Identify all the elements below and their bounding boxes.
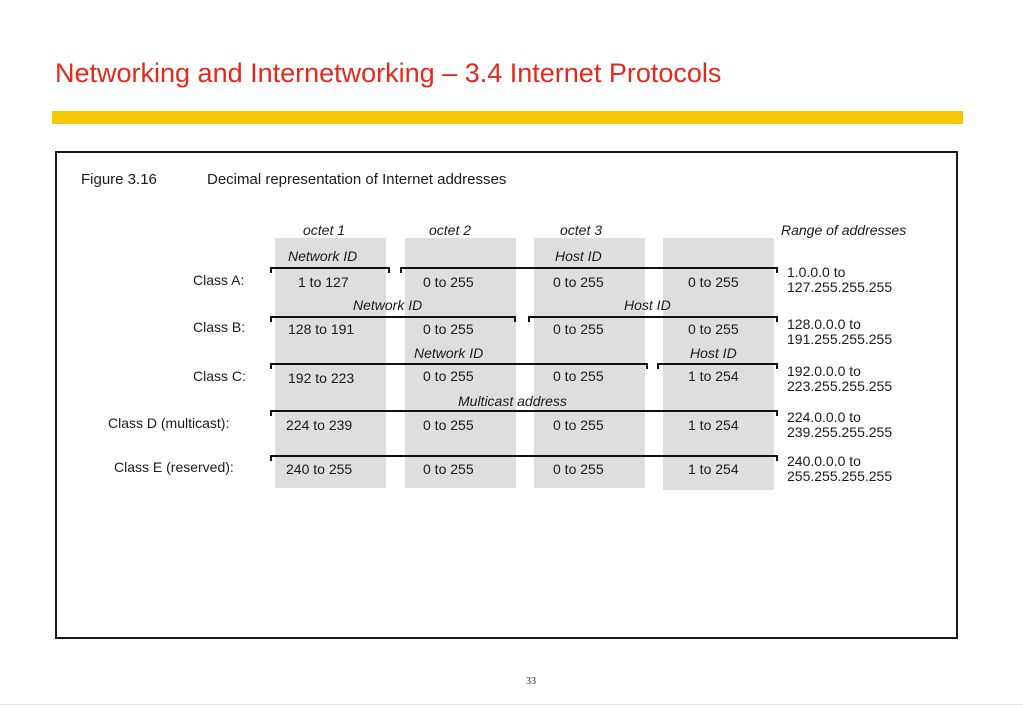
slide-title: Networking and Internetworking – 3.4 Internet Protocols (55, 58, 722, 88)
class-d-multicast-bracket (270, 410, 778, 416)
column-header-octet-3: octet 3 (560, 222, 603, 238)
class-a-range-start: 1.0.0.0 to (787, 264, 846, 280)
class-e-octet-1: 240 to 255 (286, 461, 353, 477)
class-b-octet-1: 128 to 191 (288, 321, 355, 337)
class-b-host-id-label: Host ID (624, 297, 671, 313)
class-d-octet-4: 1 to 254 (688, 417, 739, 433)
class-b-octet-4: 0 to 255 (688, 321, 739, 337)
class-d-octet-2: 0 to 255 (423, 417, 474, 433)
class-b-octet-3: 0 to 255 (553, 321, 604, 337)
figure-caption: Decimal representation of Internet addresses (207, 171, 507, 188)
class-d-range-start: 224.0.0.0 to (787, 409, 861, 425)
class-c-network-id-label: Network ID (414, 345, 484, 361)
class-b-network-id-label: Network ID (353, 297, 423, 313)
class-c-octet-4: 1 to 254 (688, 368, 739, 384)
class-c-octet-1: 192 to 223 (288, 370, 355, 386)
class-d-label: Class D (multicast): (108, 415, 230, 431)
footer-divider (0, 704, 1023, 705)
column-header-range: Range of addresses (781, 222, 907, 238)
class-a-octet-4: 0 to 255 (688, 274, 739, 290)
class-d-octet-3: 0 to 255 (553, 417, 604, 433)
class-e-range-end: 255.255.255.255 (787, 468, 893, 484)
class-e-octet-4: 1 to 254 (688, 461, 739, 477)
page-number: 33 (526, 676, 536, 687)
class-b-range-end: 191.255.255.255 (787, 331, 893, 347)
column-header-octet-2: octet 2 (429, 222, 472, 238)
class-a-host-bracket (400, 267, 778, 273)
class-a-octet-1: 1 to 127 (298, 274, 349, 290)
class-d-octet-1: 224 to 239 (286, 417, 353, 433)
class-a-range-end: 127.255.255.255 (787, 279, 893, 295)
class-c-range-end: 223.255.255.255 (787, 378, 893, 394)
class-b-octet-2: 0 to 255 (423, 321, 474, 337)
class-a-label: Class A: (193, 272, 245, 288)
class-a-octet-2: 0 to 255 (423, 274, 474, 290)
class-d-range-end: 239.255.255.255 (787, 424, 893, 440)
class-b-range-start: 128.0.0.0 to (787, 316, 861, 332)
column-header-octet-1: octet 1 (303, 222, 346, 238)
class-e-octet-3: 0 to 255 (553, 461, 604, 477)
class-a-network-bracket (270, 267, 390, 273)
title-accent-bar (52, 111, 963, 124)
class-e-octet-2: 0 to 255 (423, 461, 474, 477)
class-c-octet-3: 0 to 255 (553, 368, 604, 384)
class-d-multicast-address-label: Multicast address (458, 393, 567, 409)
class-a-network-id-label: Network ID (288, 248, 358, 264)
class-e-label: Class E (reserved): (114, 459, 234, 475)
class-a-octet-3: 0 to 255 (553, 274, 604, 290)
class-e-range-start: 240.0.0.0 to (787, 453, 861, 469)
class-c-octet-2: 0 to 255 (423, 368, 474, 384)
figure-number: Figure 3.16 (81, 171, 157, 188)
class-c-range-start: 192.0.0.0 to (787, 363, 861, 379)
class-b-label: Class B: (193, 319, 246, 335)
class-c-host-id-label: Host ID (690, 345, 737, 361)
class-c-label: Class C: (193, 368, 246, 384)
class-a-host-id-label: Host ID (555, 248, 602, 264)
